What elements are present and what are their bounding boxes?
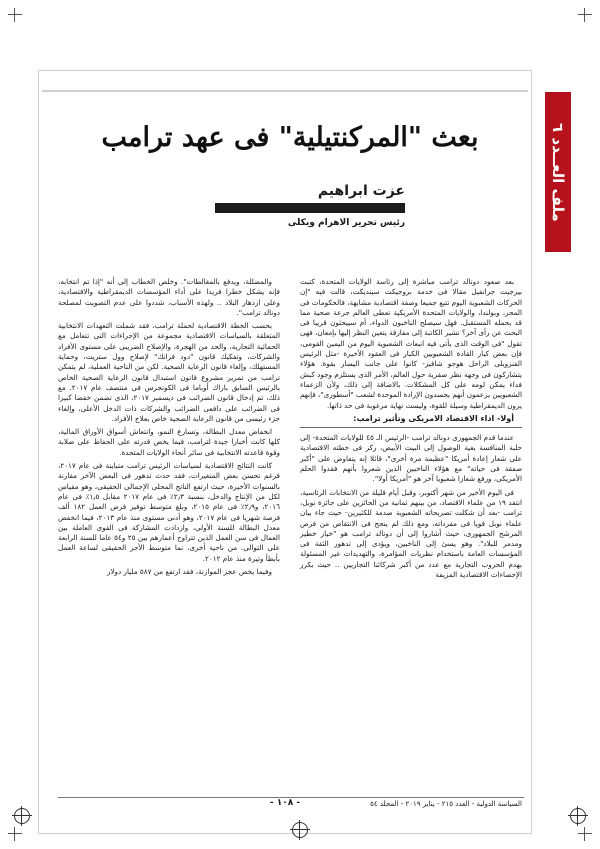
paragraph: بحسب الخطة الاقتصادية لحملة ترامب، فقد شملت التعهدات الانتخابية المتعلقة بالسياسات الاقتصادية مجموعة من الإجراءات التى تتعامل مع الحمائية التجارية، والحد من الهجرة، والإصلاح الضريبى على مستوى الأفراد والشركات، وتفكيك قانون "دود فرانك" لإصلاح وول ستريت، وحماية المستهلك، وإلغاء قانون الرعاية الصحية. لكن من الناحية العملية، لم يتمكن ترامب من تمرير مشروع قانون استبدال قانون الرعاية الصحية الخاص بالرئيس السابق باراك أوباما فى الكونجرس فى منتصف عام ٢٠١٧. مع ذلك، تم إدخال قانون الضرائب فى ديسمبر ٢٠١٧، الذى تضمن خفضا كبيرا فى الضرائب على دافعى الضرائب والشركات ذات الدخل الأعلى، وإلغاء جزء رئيسى من قانون الرعاية الصحية خاص بعلاج الأفراد. — [58, 321, 280, 423]
section-tab — [545, 92, 571, 252]
registration-mark-icon — [570, 808, 586, 824]
article-headline: بعث "المركنتيلية" فى عهد ترامب — [101, 122, 479, 153]
section-subheading: أولا- اداء الاقتصاد الامريكى وتأثير ترامب: — [353, 413, 514, 423]
crop-mark — [578, 8, 592, 22]
paragraph: كانت النتائج الاقتصادية لسياسات الرئيس ترامب متباينة فى عام ٢٠١٧، فرغم تحسن بعض المتغيرات، فقد حدث تدهور فى البعض الآخر مقارنة بالسنوات الأخيرة، حيث ارتفع الناتج المحلى الإجمالى الحقيقى، وهو مقياس لكل من الإنتاج والدخل، بنسبة ٢٫٣٪ فى عام ٢٠١٧ مقابل ١٫٥٪ فى عام ٢٠١٦، و٢٫٩٪ فى عام ٢٠١٥، وبلغ متوسط توفير فرص العمل ١٨٢ ألف فرصة شهريا فى عام ٢٠١٧، وهو أدنى مستوى منذ عام ٢٠١٣، فيما انخفض معدل البطالة للسنة الأولى، وازدادت المشاركة فى القوى العاملة بين العمال فى سن العمل الذين تتراوح أعمارهم بين ٢٥ و٥٤ عاما للسنة الرابعة على التوالى. من ناحية أخرى، نما متوسط الأجر الحقيقى لساعة العمل بأبطأ وتيرة منذ عام ٢٠١٢. — [58, 461, 281, 563]
title-bar — [215, 203, 405, 213]
text-column-left — [58, 277, 280, 580]
paragraph: والمضللة، ويدفع بالمغالطات". وخلص الخطاب إلى أنه "إذا تم انتخابه، فإنه يشكل خطرا فريدا على أداء المؤسسات الديمقراطية والاقتصادية، وعلى ازدهار البلاد .. ولهذه الأسباب، شددوا على عدم التصويت لمصلحة دونالد ترامب". — [58, 277, 280, 317]
crop-mark — [8, 827, 22, 841]
page-number: - ١٠٨ - — [269, 798, 301, 808]
paragraph: وفيما يخص عجز الموازنة، فقد ارتفع من ٥٨٧ مليار دولار — [106, 567, 272, 577]
registration-mark-icon — [292, 822, 308, 838]
top-rule — [42, 90, 528, 92]
crop-mark — [578, 827, 592, 841]
author-name: عزت ابراهيم — [317, 183, 405, 199]
paragraph: عندما قدم الجمهورى دونالد ترامب -الرئيس الـ ٤٥ للولايات المتحدة- إلى حلبة المنافسة بغية الوصول إلى البيت الأبيض، ركز فى خطته الاقتصادية على شعار إعادة أمريكا "عظيمة مرة أخرى"، قائلا إنه يتفاوض على "أكبر صفقة فى حياته" مع هؤلاء الناخبين الذين شعروا بأنهم فقدوا الحلم الأمريكى، ورفع شعارا شعبويا آخر هو "أمريكا أولا". — [300, 433, 522, 484]
paragraph: انخفاض معدل البطالة، وتسارع النمو، وانتعاش أسواق الأوراق المالية، كلها كانت أخبارا جيدة لترامب، فيما يخص قدرته على الحفاظ على صلابة وقوة قاعدته الانتخابية فى سائر أنحاء الولايات المتحدة. — [58, 427, 280, 457]
text-column-right — [300, 277, 522, 583]
paragraph: بعد صعود دونالد ترامب مباشرة إلى رئاسة الولايات المتحدة، كتبت بيرجيت جرانفيل مقالا فى خدمة بروجيكت سينديكت، قالت فيه "إن الحركات الشعبوية اليوم تتبع جميعا وصفة اقتصادية مشابهة، فالحكومات فى المجر، وبولندا، والولايات المتحدة الأمريكية تعطى العالم جرعة صحية مما قد يحمله المستقبل. فهل سيصلح الناخبون الدواء، أم سيبحثون قريبا فى البحث عن رأى آخر؟ تشير الكاتبة إلى مفارقة يتعين النظر إليها بإمعان، فهى تقول "فى الوقت الذى يأتى فيه انبعاث الشعبوية اليوم من اليمين القومى، فإن بعض كبار القادة الشعبويين الكبار فى العقود الأخيرة -مثل الرئيس الفنزويلى الراحل هوجو شافيز- كانوا على جانب اليسار بقوة. هؤلاء يتشاركون فى وجهة نظر صفرية حول العالم، الأمر الذى يستلزم وجود كبش فداء يمكن لومه على كل المشكلات. بالاضافة إلى ذلك، ولأن الزعماء الشعبويين يزعمون أنهم يجسدون الإرادة الموحدة لشعب "أسطورى"، فإنهم يرون الديمقراطية وسيلة للقوة، وليست نهاية مرغوبة فى حد ذاتها. — [299, 277, 522, 410]
crop-mark — [8, 8, 22, 22]
subheading-rule — [300, 427, 522, 428]
paragraph: فى اليوم الأخير من شهر أكتوبر، وقبل أيام قليلة من الانتخابات الرئاسية، انتقد ١٩ من علماء الاقتصاد، من بينهم ثمانية من الحائزين على جائزة نوبل، ترامب -بعد أن شكلت تصريحاته الشعبوية صدمة للكثيرين- حيث جاء بيان علماء نوبل قويا فى مفرداته، ومع ذلك لم ينجح فى الانتقاص من فرص المرشح الجمهورى، حيث أشاروا إلى أن دونالد ترامب هو "خيار خطير ومدمر للبلاد". وهو يسئ إلى الناخبين، ويؤدى إلى تدهور الثقة فى المؤسسات العامة باستخدام نظريات المؤامرة، والتهديدات غير المسئولة بهدم الحروب التجارية مع عدد من أكبر شركائنا التجاريين .. حيث يكرر الإحصاءات الاقتصادية المزيفة — [300, 487, 522, 580]
author-role: رئيس تحرير الاهرام ويكلى — [287, 218, 405, 228]
section-tab-label: ملف العــدد ٦ — [549, 122, 567, 222]
footer-journal-info: السياسة الدولية - العدد ٢١٥ - يناير ٢٠١٩ - المجلد ٥٤ — [370, 800, 522, 808]
registration-mark-icon — [14, 808, 30, 824]
